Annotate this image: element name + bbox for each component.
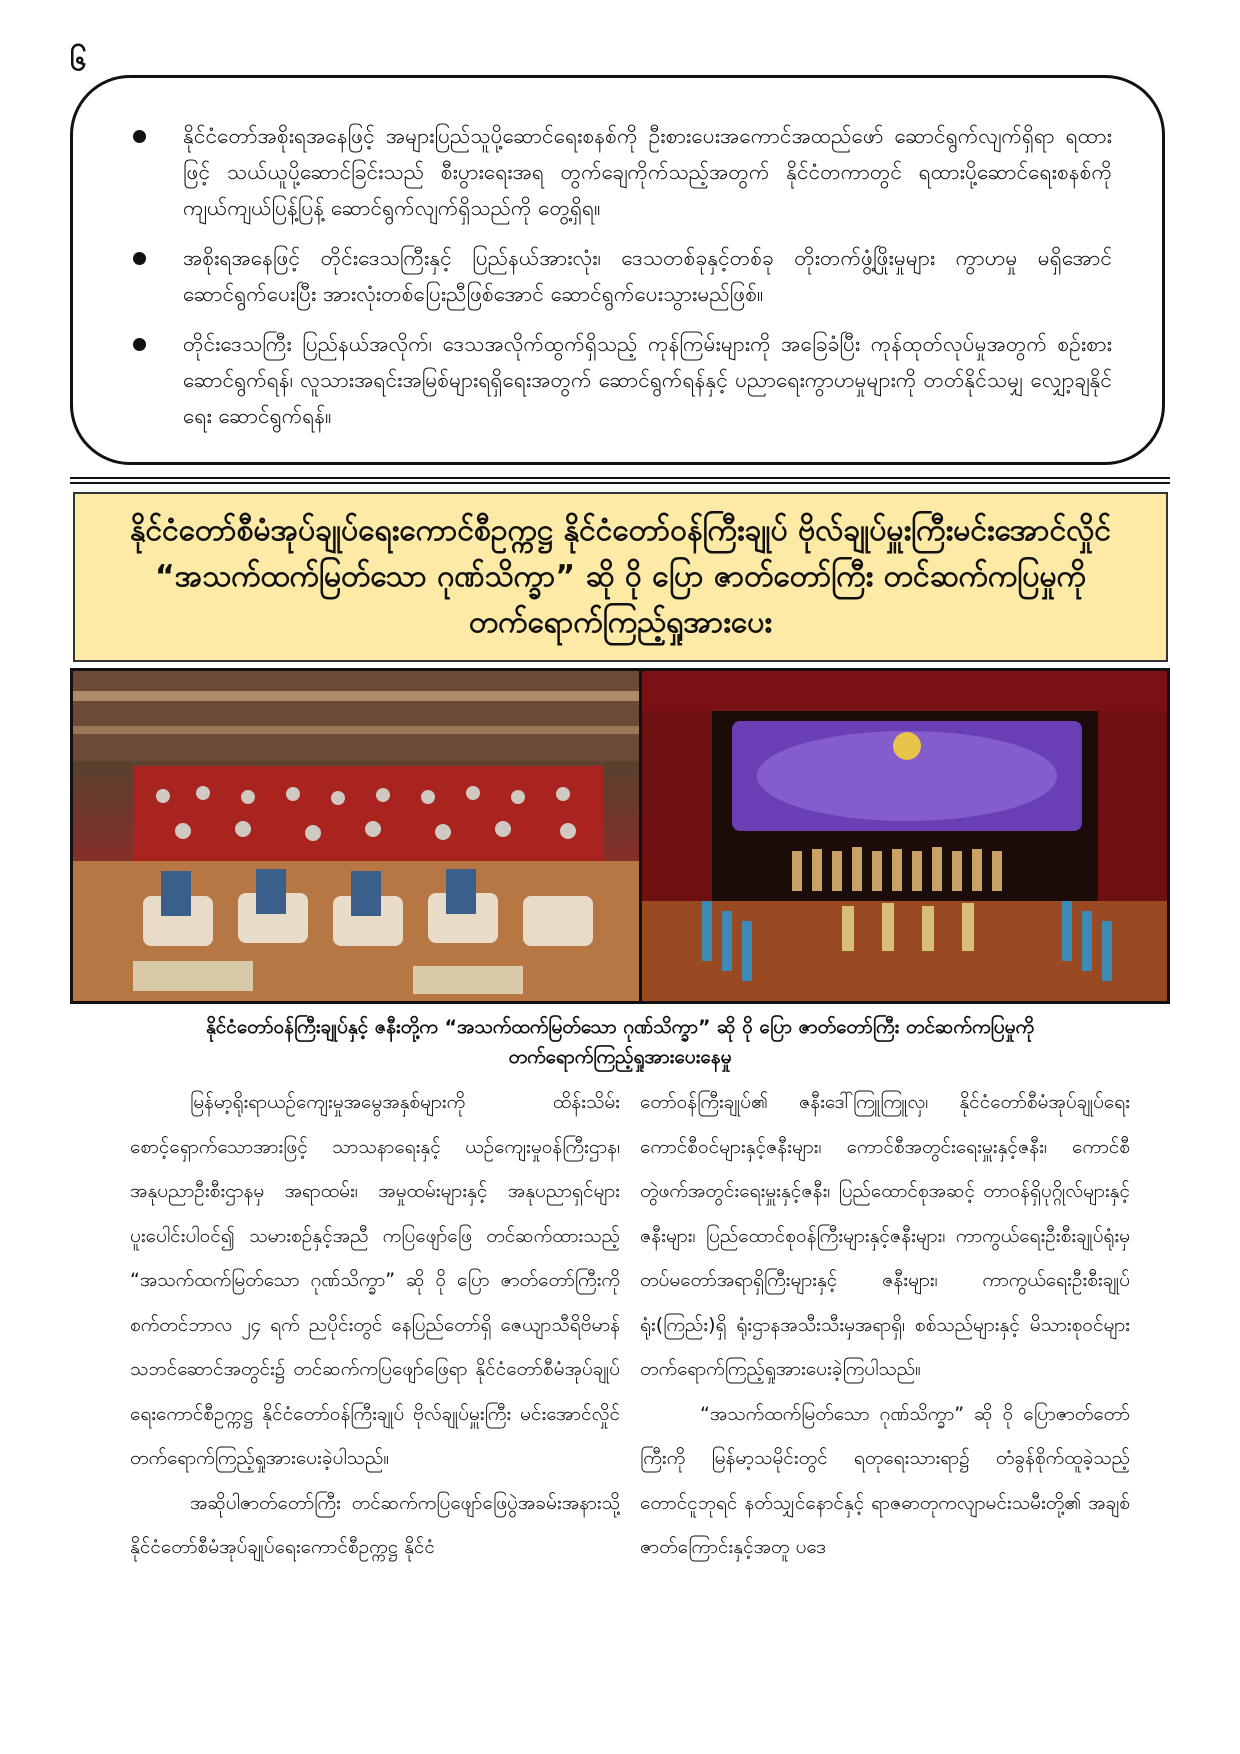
stage-performance-photo	[642, 671, 1167, 1001]
bullet-item	[133, 326, 1112, 434]
divider-rule	[70, 482, 1170, 484]
audience-hall-illustration	[73, 671, 639, 1001]
bullet-text: နိုင်ငံတော်အစိုးရအနေဖြင့် အများပြည်သူပို့ဆောင်ရေးစနစ်ကို ဦးစားပေးအကောင်အထည်ဖော် ဆောင်ရွက်လျက်ရှိရာ ရထားဖြင့် သယ်ယူပို့ဆောင်ခြင်းသည် စီးပွားရေးအရ တွက်ချေကိုက်သည့်အတွက် နိုင်ငံတကာတွင် ရထားပို့ဆောင်ရေးစနစ်ကို ကျယ်ကျယ်ပြန့်ပြန့် ဆောင်ရွက်လျက်ရှိသည်ကို တွေ့ရှိရ။	[183, 124, 1112, 220]
article-paragraph: မြန်မာ့ရိုးရာယဉ်ကျေးမှုအမွေအနှစ်များကို ထိန်းသိမ်းစောင့်ရှောက်သောအားဖြင့် သာသနာရေးနှင့် ယဉ်ကျေးမှုဝန်ကြီးဌာန၊ အနုပညာဦးစီးဌာနမှ အရာထမ်း၊ အမှုထမ်းများနှင့် အနုပညာရှင်များ ပူးပေါင်းပါဝင်၍ သမားစဉ်နှင့်အညီ ကပြဖျော်ဖြေ တင်ဆက်ထားသည့် “အသက်ထက်မြတ်သော ဂုဏ်သိက္ခာ” ဆို ဝို ပြော ဇာတ်တော်ကြီးကို စက်တင်ဘာလ ၂၄ ရက် ညပိုင်းတွင် နေပြည်တော်ရှိ ဇေယျာသီရိဗိမာန် သဘင်ဆောင်အတွင်း၌ တင်ဆက်ကပြဖျော်ဖြေရာ နိုင်ငံတော်စီမံအုပ်ချုပ်ရေးကောင်စီဥက္ကဋ္ဌ နိုင်ငံတော်ဝန်ကြီးချုပ် ဗိုလ်ချုပ်မှူးကြီး မင်းအောင်လှိုင် တက်ရောက်ကြည့်ရှုအားပေးခဲ့ပါသည်။	[130, 1091, 620, 1469]
photo-caption	[70, 1012, 1170, 1072]
headline-line: နိုင်ငံတော်စီမံအုပ်ချုပ်ရေးကောင်စီဥက္ကဋ္ဌ နိုင်ငံတော်ဝန်ကြီးချုပ် ဗိုလ်ချုပ်မှူးကြီးမင်းအောင်လှိုင်	[129, 513, 1111, 548]
caption-line: တက်ရောက်ကြည့်ရှုအားပေးနေမှု	[508, 1046, 732, 1068]
article-paragraph: “အသက်ထက်မြတ်သော ဂုဏ်သိက္ခာ” ဆို ဝို ပြောဇာတ်တော်ကြီးကို မြန်မာ့သမိုင်းတွင် ရတုရေးသားရာ၌ တံခွန်စိုက်ထူခဲ့သည့် တောင်ငူဘုရင် နတ်သျှင်နောင်နှင့် ရာဇဓာတုကလျာမင်းသမီးတို့၏ အချစ်ဇာတ်ကြောင်းနှင့်အတူ ပဒေ	[640, 1402, 1130, 1558]
bullet-item	[133, 118, 1112, 226]
article-column-left	[130, 1080, 620, 1570]
bullet-dot-icon	[133, 130, 146, 143]
key-points-box	[70, 75, 1165, 465]
headline-line: တက်ရောက်ကြည့်ရှုအားပေး	[469, 605, 772, 640]
stage-illustration	[642, 671, 1167, 1001]
bullet-text: တိုင်းဒေသကြီး ပြည်နယ်အလိုက်၊ ဒေသအလိုက်ထွက်ရှိသည့် ကုန်ကြမ်းများကို အခြေခံပြီး ကုန်ထုတ်လုပ်မှုအတွက် စဉ်းစားဆောင်ရွက်ရန်၊ လူသားအရင်းအမြစ်များရရှိရေးအတွက် ဆောင်ရွက်ရန်နှင့် ပညာရေးကွာဟမှုများကို တတ်နိုင်သမျှ လျှော့ချနိုင်ရေး ဆောင်ရွက်ရန်။	[183, 332, 1112, 428]
caption-line: နိုင်ငံတော်ဝန်ကြီးချုပ်နှင့် ဇနီးတို့က “အသက်ထက်မြတ်သော ဂုဏ်သိက္ခာ” ဆို ဝို ပြော ဇာတ်တော်ကြီး တင်ဆက်ကပြမှုကို	[205, 1016, 1035, 1038]
bullet-text: အစိုးရအနေဖြင့် တိုင်းဒေသကြီးနှင့် ပြည်နယ်အားလုံး၊ ဒေသတစ်ခုနှင့်တစ်ခု တိုးတက်ဖွံ့ဖြိုးမှုများ ကွာဟမှု မရှိအောင် ဆောင်ရွက်ပေးပြီး အားလုံးတစ်ပြေးညီဖြစ်အောင် ဆောင်ရွက်ပေးသွားမည်ဖြစ်။	[183, 246, 1112, 306]
article-column-right	[640, 1080, 1130, 1570]
divider-rule	[70, 477, 1170, 479]
bullet-item	[133, 240, 1112, 312]
article-paragraph: အဆိုပါဇာတ်တော်ကြီး တင်ဆက်ကပြဖျော်ဖြေပွဲအခမ်းအနားသို့ နိုင်ငံတော်စီမံအုပ်ချုပ်ရေးကောင်စီဥက္ကဋ္ဌ နိုင်ငံ	[130, 1491, 620, 1558]
bullet-dot-icon	[133, 252, 146, 265]
bullet-dot-icon	[133, 338, 146, 351]
page-number: ၆	[70, 43, 87, 78]
headline-box	[73, 492, 1168, 662]
article-paragraph: တော်ဝန်ကြီးချုပ်၏ ဇနီးဒေါ်ကြူကြူလှ၊ နိုင်ငံတော်စီမံအုပ်ချုပ်ရေးကောင်စီဝင်များနှင့်ဇနီးများ၊ ကောင်စီအတွင်းရေးမှူးနှင့်ဇနီး၊ ကောင်စီတွဲဖက်အတွင်းရေးမှူးနှင့်ဇနီး၊ ပြည်ထောင်စုအဆင့် တာဝန်ရှိပုဂ္ဂိုလ်များနှင့် ဇနီးများ၊ ပြည်ထောင်စုဝန်ကြီးများနှင့်ဇနီးများ၊ ကာကွယ်ရေးဦးစီးချုပ်ရုံးမှ တပ်မတော်အရာရှိကြီးများနှင့် ဇနီးများ၊ ကာကွယ်ရေးဦးစီးချုပ်ရုံး(ကြည်း)ရှိ ရုံးဌာနအသီးသီးမှအရာရှိ၊ စစ်သည်များနှင့် မိသားစုဝင်များ တက်ရောက်ကြည့်ရှုအားပေးခဲ့ကြပါသည်။	[640, 1091, 1130, 1380]
audience-hall-photo	[73, 671, 639, 1001]
photo-strip	[70, 668, 1170, 1004]
headline	[130, 508, 1111, 646]
headline-line: “အသက်ထက်မြတ်သော ဂုဏ်သိက္ခာ” ဆို ဝို ပြော ဇာတ်တော်ကြီး တင်ဆက်ကပြမှုကို	[155, 559, 1086, 594]
